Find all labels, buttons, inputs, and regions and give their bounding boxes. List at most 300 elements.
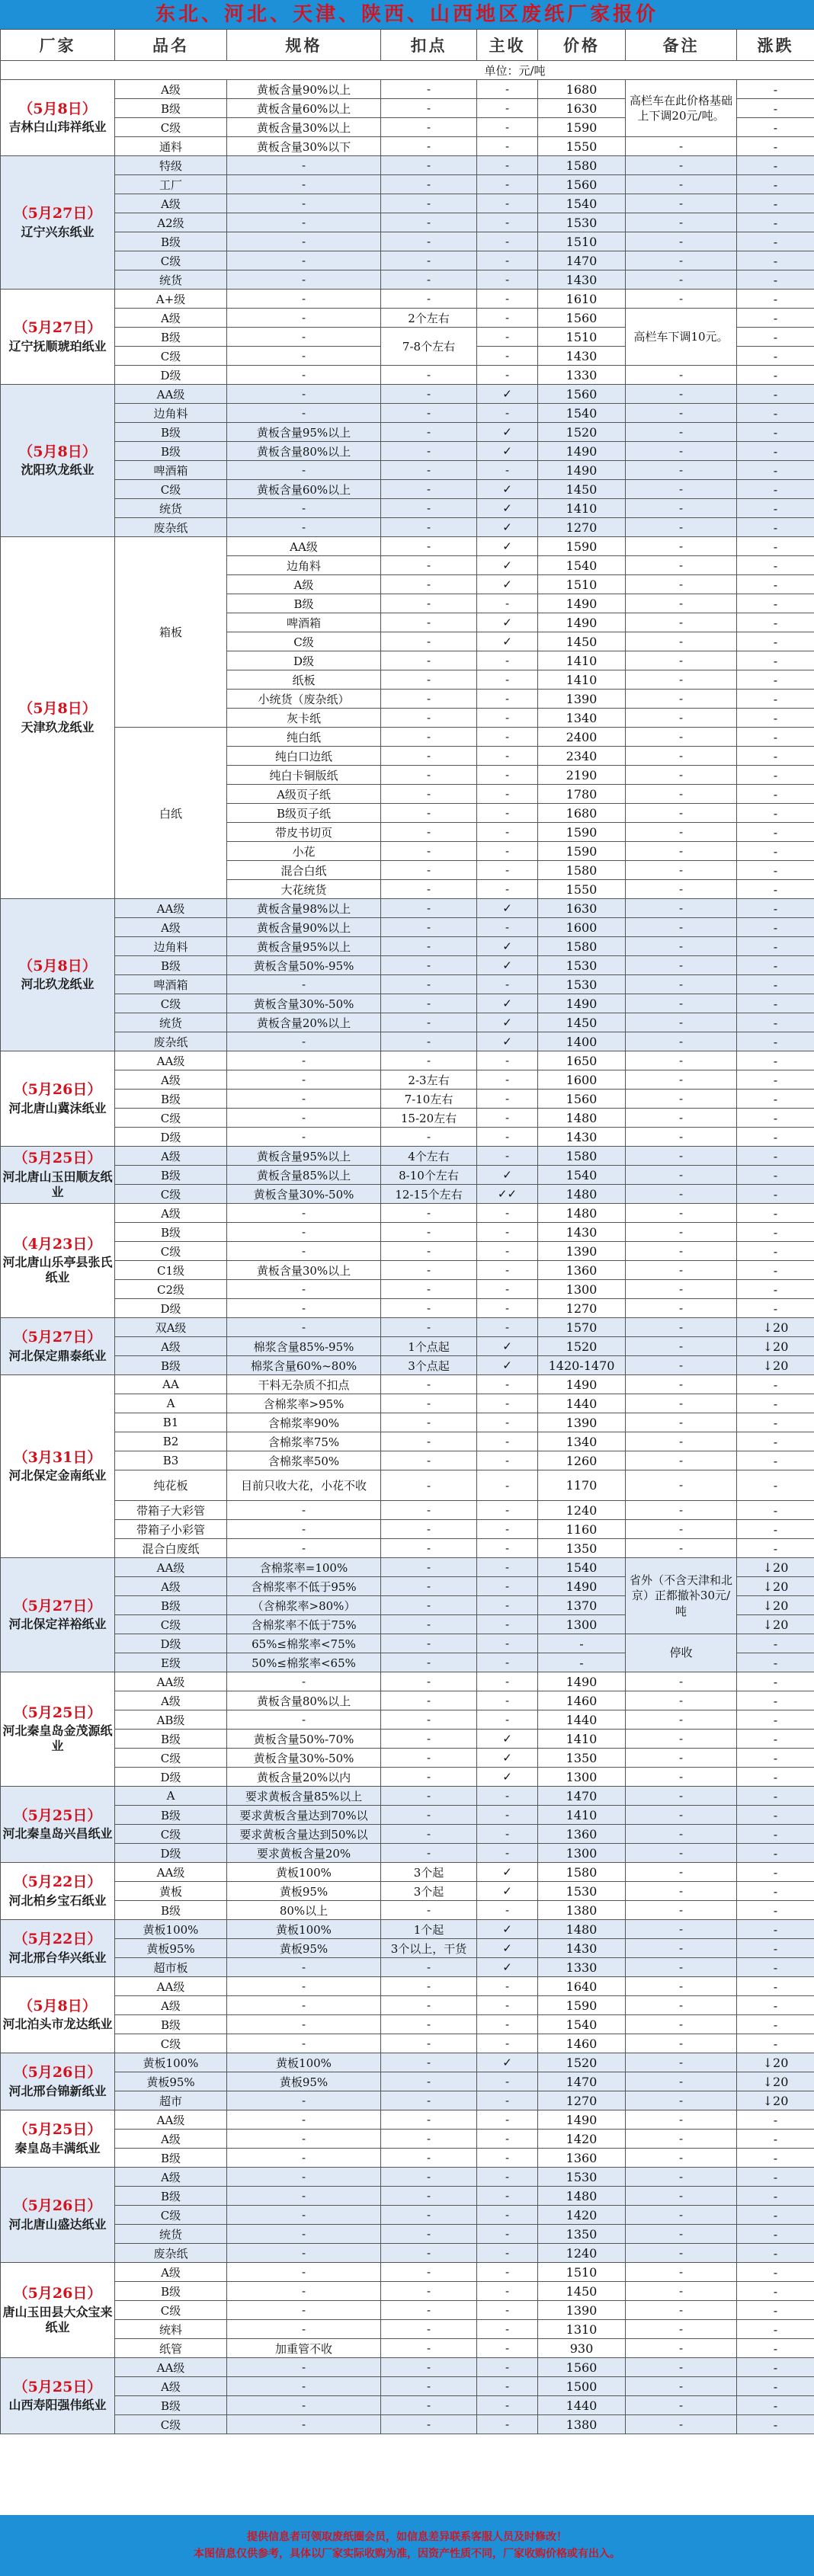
deduct-cell: - xyxy=(381,1375,477,1394)
change-cell: - xyxy=(737,1261,814,1280)
table-row xyxy=(1,1013,814,1032)
spec-cell: 黄板95% xyxy=(227,1939,381,1958)
change-cell: - xyxy=(737,347,814,366)
main-cell: ✓ xyxy=(477,1958,538,1977)
deduct-cell: - xyxy=(381,670,477,690)
main-cell: ✓ xyxy=(477,423,538,442)
note-cell: - xyxy=(626,1166,737,1185)
change-cell: - xyxy=(737,1653,814,1672)
grade-cell: 特级 xyxy=(115,156,227,175)
company-cell xyxy=(1,1977,115,2053)
grade-cell: AA级 xyxy=(115,2358,227,2377)
grade-cell: C级 xyxy=(115,251,227,270)
price-cell: 1390 xyxy=(538,2301,626,2320)
col-header-main: 主收 xyxy=(477,30,538,61)
company-group xyxy=(1,1204,814,1318)
main-cell: - xyxy=(477,2396,538,2415)
spec-cell: 含棉浆率90% xyxy=(227,1413,381,1432)
spec-cell: 棉浆含量60%~80% xyxy=(227,1356,381,1375)
deduct-cell: - xyxy=(381,156,477,175)
company-group xyxy=(1,2168,814,2263)
table-row xyxy=(1,480,814,499)
company-cell xyxy=(1,1787,115,1863)
main-cell: - xyxy=(477,2034,538,2053)
note-cell: - xyxy=(626,994,737,1013)
grade-cell: C级 xyxy=(115,2206,227,2225)
main-cell: - xyxy=(477,690,538,709)
table-row xyxy=(1,1939,814,1958)
deduct-cell: - xyxy=(381,2377,477,2396)
spec-cell: 目前只收大花，小花不收 xyxy=(227,1470,381,1501)
change-cell: - xyxy=(737,137,814,156)
deduct-cell: - xyxy=(381,861,477,880)
main-cell: - xyxy=(477,1070,538,1090)
company-name: 河北唐山盛达纸业 xyxy=(8,2216,107,2232)
spec-cell: - xyxy=(227,290,381,309)
price-cell: 1530 xyxy=(538,1882,626,1901)
note-cell: - xyxy=(626,1501,737,1520)
main-cell: - xyxy=(477,1996,538,2015)
main-cell: - xyxy=(477,2072,538,2091)
deduct-cell: - xyxy=(381,1958,477,1977)
main-cell: ✓ xyxy=(477,632,538,651)
main-cell: - xyxy=(477,2263,538,2282)
main-cell: - xyxy=(477,1710,538,1730)
company-cell xyxy=(1,80,115,156)
note-cell: - xyxy=(626,728,737,747)
change-cell: - xyxy=(737,480,814,499)
grade-cell: B级 xyxy=(115,2149,227,2168)
price-cell: 1550 xyxy=(538,880,626,899)
deduct-cell: - xyxy=(381,842,477,861)
main-cell: ✓ xyxy=(477,899,538,918)
company-date: （5月22日） xyxy=(13,1874,102,1891)
spec-cell: - xyxy=(227,461,381,480)
note-cell: - xyxy=(626,270,737,290)
note-cell: - xyxy=(626,366,737,385)
change-cell: - xyxy=(737,651,814,670)
company-date: （5月25日） xyxy=(13,1704,102,1721)
change-cell: - xyxy=(737,690,814,709)
spec-cell: - xyxy=(227,518,381,537)
spec-cell: C级 xyxy=(227,632,381,651)
grade-cell: C级 xyxy=(115,994,227,1013)
change-cell: - xyxy=(737,1939,814,1958)
spec-cell: 80%以上 xyxy=(227,1901,381,1920)
table-row xyxy=(1,1223,814,1242)
company-group xyxy=(1,2263,814,2358)
deduct-cell: - xyxy=(381,880,477,899)
table-row xyxy=(1,270,814,290)
change-cell: ↓20 xyxy=(737,2053,814,2072)
main-cell: ✓ xyxy=(477,385,538,404)
grade-cell: 统货 xyxy=(115,1013,227,1032)
price-cell: 1440 xyxy=(538,1710,626,1730)
deduct-cell: - xyxy=(381,1596,477,1615)
change-cell: - xyxy=(737,1166,814,1185)
change-cell: - xyxy=(737,2358,814,2377)
deduct-cell: 7-8个左右 xyxy=(381,328,477,366)
main-cell: - xyxy=(477,861,538,880)
change-cell: - xyxy=(737,975,814,994)
note-cell: - xyxy=(626,1128,737,1147)
deduct-cell: - xyxy=(381,1844,477,1863)
price-cell: 1490 xyxy=(538,1375,626,1394)
company-name: 河北邢台锦新纸业 xyxy=(8,2083,107,2098)
note-cell: - xyxy=(626,1672,737,1691)
price-cell: 1630 xyxy=(538,99,626,118)
main-cell: ✓ xyxy=(477,1730,538,1749)
grade-cell: A级 xyxy=(115,1337,227,1356)
change-cell: - xyxy=(737,1013,814,1032)
change-cell: - xyxy=(737,823,814,842)
spec-cell: 黄板含量20%以上 xyxy=(227,1013,381,1032)
change-cell: - xyxy=(737,309,814,328)
deduct-cell: - xyxy=(381,747,477,766)
grade-cell: B级 xyxy=(115,1223,227,1242)
grade-cell: AA级 xyxy=(115,1051,227,1070)
note-cell: - xyxy=(626,251,737,270)
company-cell xyxy=(1,1558,115,1672)
company-cell xyxy=(1,1147,115,1204)
grade-cell: A+级 xyxy=(115,290,227,309)
grade-cell: C1级 xyxy=(115,1261,227,1280)
change-cell: - xyxy=(737,1749,814,1768)
price-cell: 1410 xyxy=(538,651,626,670)
price-cell: 1540 xyxy=(538,194,626,213)
note-cell: - xyxy=(626,1863,737,1882)
note-cell: - xyxy=(626,709,737,728)
table-row xyxy=(1,1032,814,1051)
deduct-cell: - xyxy=(381,2168,477,2187)
price-cell: 1630 xyxy=(538,899,626,918)
main-cell: - xyxy=(477,747,538,766)
price-cell: 1410 xyxy=(538,1806,626,1825)
company-name: 吉林白山玮祥纸业 xyxy=(8,120,107,135)
spec-cell: - xyxy=(227,2282,381,2301)
grade-cell: B1 xyxy=(115,1413,227,1432)
table-row xyxy=(1,2358,814,2377)
deduct-cell: - xyxy=(381,1901,477,1920)
note-cell: - xyxy=(626,2415,737,2434)
grade-cell: B3 xyxy=(115,1451,227,1470)
company-name: 河北秦皇岛兴昌纸业 xyxy=(2,1826,113,1842)
deduct-cell: - xyxy=(381,632,477,651)
price-cell: 1450 xyxy=(538,632,626,651)
table-row xyxy=(1,423,814,442)
note-cell: - xyxy=(626,2091,737,2110)
price-cell: 1380 xyxy=(538,1901,626,1920)
grade-cell: B级 xyxy=(115,442,227,461)
spec-cell: 65%≤棉浆率<75% xyxy=(227,1634,381,1653)
grade-cell: 超市板 xyxy=(115,1958,227,1977)
note-cell: - xyxy=(626,480,737,499)
main-cell: - xyxy=(477,1691,538,1710)
grade-cell: B级 xyxy=(115,99,227,118)
price-cell: 1170 xyxy=(538,1470,626,1501)
note-cell: - xyxy=(626,804,737,823)
price-cell: 1370 xyxy=(538,1596,626,1615)
company-name: 河北唐山玉田顺友纸业 xyxy=(2,1169,113,1199)
deduct-cell: - xyxy=(381,1634,477,1653)
main-cell: - xyxy=(477,1558,538,1577)
price-cell: 1590 xyxy=(538,537,626,556)
change-cell: - xyxy=(737,118,814,137)
table-row xyxy=(1,2206,814,2225)
change-cell: - xyxy=(737,1051,814,1070)
deduct-cell: - xyxy=(381,1520,477,1539)
note-cell: - xyxy=(626,1032,737,1051)
spec-cell: - xyxy=(227,2015,381,2034)
main-cell: - xyxy=(477,880,538,899)
note-cell: - xyxy=(626,1394,737,1413)
price-cell: 1360 xyxy=(538,1261,626,1280)
company-date: （5月25日） xyxy=(13,1150,102,1167)
deduct-cell: - xyxy=(381,2282,477,2301)
note-cell: - xyxy=(626,918,737,937)
table-row xyxy=(1,2130,814,2149)
change-cell: ↓20 xyxy=(737,1318,814,1337)
change-cell: - xyxy=(737,518,814,537)
grade-cell: D级 xyxy=(115,1299,227,1318)
price-cell: 1490 xyxy=(538,2110,626,2130)
grade-cell: D级 xyxy=(115,1128,227,1147)
deduct-cell: - xyxy=(381,1470,477,1501)
grade-cell: A级 xyxy=(115,2377,227,2396)
main-cell: - xyxy=(477,1520,538,1539)
price-cell: 1270 xyxy=(538,1299,626,1318)
table-row xyxy=(1,404,814,423)
deduct-cell: - xyxy=(381,2015,477,2034)
change-cell: - xyxy=(737,442,814,461)
deduct-cell: - xyxy=(381,251,477,270)
price-cell: 1580 xyxy=(538,1147,626,1166)
main-cell: - xyxy=(477,2377,538,2396)
change-cell: - xyxy=(737,537,814,556)
price-cell: 1460 xyxy=(538,1691,626,1710)
table-row xyxy=(1,80,814,99)
deduct-cell: - xyxy=(381,1032,477,1051)
spec-cell: - xyxy=(227,2168,381,2187)
deduct-cell: - xyxy=(381,1577,477,1596)
note-cell: - xyxy=(626,670,737,690)
price-cell: 1430 xyxy=(538,347,626,366)
note-cell: - xyxy=(626,1901,737,1920)
note-cell: - xyxy=(626,194,737,213)
grade-cell: B级 xyxy=(115,2282,227,2301)
main-cell: - xyxy=(477,328,538,347)
spec-cell: - xyxy=(227,194,381,213)
price-cell: 1390 xyxy=(538,1242,626,1261)
main-cell: - xyxy=(477,1242,538,1261)
price-cell: 1540 xyxy=(538,2015,626,2034)
deduct-cell: - xyxy=(381,537,477,556)
price-cell: 1480 xyxy=(538,1920,626,1939)
spec-cell: - xyxy=(227,232,381,251)
main-cell: - xyxy=(477,1128,538,1147)
spec-cell: 小统货（废杂纸） xyxy=(227,690,381,709)
table-row xyxy=(1,2244,814,2263)
company-cell xyxy=(1,385,115,537)
grade-cell: 黄板 xyxy=(115,1882,227,1901)
main-cell: - xyxy=(477,2091,538,2110)
note-cell: - xyxy=(626,1749,737,1768)
company-group xyxy=(1,1147,814,1204)
change-cell: - xyxy=(737,861,814,880)
spec-cell: - xyxy=(227,328,381,347)
grade-cell: C级 xyxy=(115,1185,227,1204)
grade-cell: C级 xyxy=(115,2415,227,2434)
table-row xyxy=(1,1261,814,1280)
deduct-cell: - xyxy=(381,404,477,423)
table-row xyxy=(1,2072,814,2091)
main-cell: - xyxy=(477,99,538,118)
price-cell: 1610 xyxy=(538,290,626,309)
note-cell: - xyxy=(626,1539,737,1558)
table-row xyxy=(1,1749,814,1768)
main-cell: - xyxy=(477,670,538,690)
table-row xyxy=(1,2015,814,2034)
price-cell: 1780 xyxy=(538,785,626,804)
note-cell: 高栏车在此价格基础上下调20元/吨。 xyxy=(626,80,737,137)
company-cell xyxy=(1,1672,115,1787)
company-date: （5月27日） xyxy=(13,205,102,222)
price-cell: 1360 xyxy=(538,2149,626,2168)
note-cell: - xyxy=(626,404,737,423)
col-header-grade: 品名 xyxy=(115,30,227,61)
col-header-spec: 规格 xyxy=(227,30,381,61)
deduct-cell: 12-15个左右 xyxy=(381,1185,477,1204)
main-cell: ✓ xyxy=(477,937,538,956)
main-cell: - xyxy=(477,251,538,270)
note-cell: - xyxy=(626,1223,737,1242)
company-group xyxy=(1,537,814,899)
footer xyxy=(0,2515,814,2576)
spec-cell: A级 xyxy=(227,575,381,594)
company-group xyxy=(1,1977,814,2053)
col-header-note: 备注 xyxy=(626,30,737,61)
price-cell: 1520 xyxy=(538,1337,626,1356)
price-cell: 1560 xyxy=(538,309,626,328)
main-cell: - xyxy=(477,709,538,728)
spec-cell: - xyxy=(227,2415,381,2434)
change-cell: - xyxy=(737,632,814,651)
table-row xyxy=(1,1825,814,1844)
change-cell: - xyxy=(737,328,814,347)
deduct-cell: 8-10个左右 xyxy=(381,1166,477,1185)
spec-cell: - xyxy=(227,2206,381,2225)
deduct-cell: - xyxy=(381,2072,477,2091)
deduct-cell: - xyxy=(381,1615,477,1634)
main-cell: - xyxy=(477,2339,538,2358)
note-cell: - xyxy=(626,2206,737,2225)
deduct-cell: - xyxy=(381,994,477,1013)
price-cell: 1300 xyxy=(538,1844,626,1863)
company-cell xyxy=(1,290,115,385)
grade-cell: B级 xyxy=(115,1730,227,1749)
deduct-cell: 3个起 xyxy=(381,1882,477,1901)
price-cell: 1490 xyxy=(538,461,626,480)
grade-cell: 啤酒箱 xyxy=(115,461,227,480)
spec-cell: 黄板含量30%以下 xyxy=(227,137,381,156)
grade-cell: AA级 xyxy=(115,385,227,404)
deduct-cell: - xyxy=(381,499,477,518)
main-cell: - xyxy=(477,194,538,213)
spec-cell: D级 xyxy=(227,651,381,670)
grade-cell: E级 xyxy=(115,1653,227,1672)
spec-cell: - xyxy=(227,1996,381,2015)
spec-cell: 要求黄板含量20% xyxy=(227,1844,381,1863)
spec-cell: 黄板含量95%以上 xyxy=(227,1147,381,1166)
main-cell: - xyxy=(477,347,538,366)
company-name: 沈阳玖龙纸业 xyxy=(21,462,95,478)
change-cell: ↓20 xyxy=(737,2072,814,2091)
price-cell: 1410 xyxy=(538,670,626,690)
grade-cell: C级 xyxy=(115,1825,227,1844)
table-row xyxy=(1,1844,814,1863)
note-cell: - xyxy=(626,537,737,556)
table-row xyxy=(1,1185,814,1204)
company-cell xyxy=(1,1920,115,1977)
company-group xyxy=(1,385,814,537)
spec-cell: 含棉浆率>95% xyxy=(227,1394,381,1413)
change-cell: ↓20 xyxy=(737,1577,814,1596)
change-cell: - xyxy=(737,670,814,690)
price-cell: 1430 xyxy=(538,1223,626,1242)
company-date: （5月27日） xyxy=(13,1597,102,1614)
change-cell: - xyxy=(737,2187,814,2206)
main-cell: ✓ xyxy=(477,1337,538,1356)
table-row xyxy=(1,2263,814,2282)
spec-cell: 黄板95% xyxy=(227,1882,381,1901)
company-group xyxy=(1,2110,814,2168)
company-cell xyxy=(1,2358,115,2434)
main-cell: - xyxy=(477,1977,538,1996)
spec-cell: 纯白口边纸 xyxy=(227,747,381,766)
deduct-cell: - xyxy=(381,556,477,575)
change-cell: - xyxy=(737,2149,814,2168)
note-cell: - xyxy=(626,290,737,309)
spec-cell: 50%≤棉浆率<65% xyxy=(227,1653,381,1672)
change-cell: - xyxy=(737,423,814,442)
company-name: 河北唐山乐亭县张氏纸业 xyxy=(2,1255,113,1285)
company-date: （5月8日） xyxy=(18,1997,97,2014)
grade-cell: A级 xyxy=(115,309,227,328)
main-cell: ✓ xyxy=(477,1920,538,1939)
spec-cell: A级页子纸 xyxy=(227,785,381,804)
company-cell xyxy=(1,156,115,290)
main-cell: - xyxy=(477,651,538,670)
note-cell: - xyxy=(626,1977,737,1996)
company-name: 河北保定鼎泰纸业 xyxy=(8,1348,107,1363)
price-cell: 1300 xyxy=(538,1615,626,1634)
footer-line-2: 本图信息仅供参考，具体以厂家实际收购为准，因资产性质不同，厂家收购价格或有出入。 xyxy=(194,2548,620,2560)
price-cell: 1510 xyxy=(538,2263,626,2282)
table-row xyxy=(1,537,814,556)
grade-cell: C级 xyxy=(115,1615,227,1634)
table-row xyxy=(1,1432,814,1451)
deduct-cell: 15-20左右 xyxy=(381,1109,477,1128)
category-cell: 白纸 xyxy=(115,728,227,899)
price-cell: 1520 xyxy=(538,2053,626,2072)
company-cell xyxy=(1,1318,115,1375)
spec-cell: - xyxy=(227,1672,381,1691)
table-row xyxy=(1,1558,814,1577)
deduct-cell: - xyxy=(381,2034,477,2053)
table-row xyxy=(1,2396,814,2415)
spec-cell: - xyxy=(227,366,381,385)
table-row xyxy=(1,1958,814,1977)
